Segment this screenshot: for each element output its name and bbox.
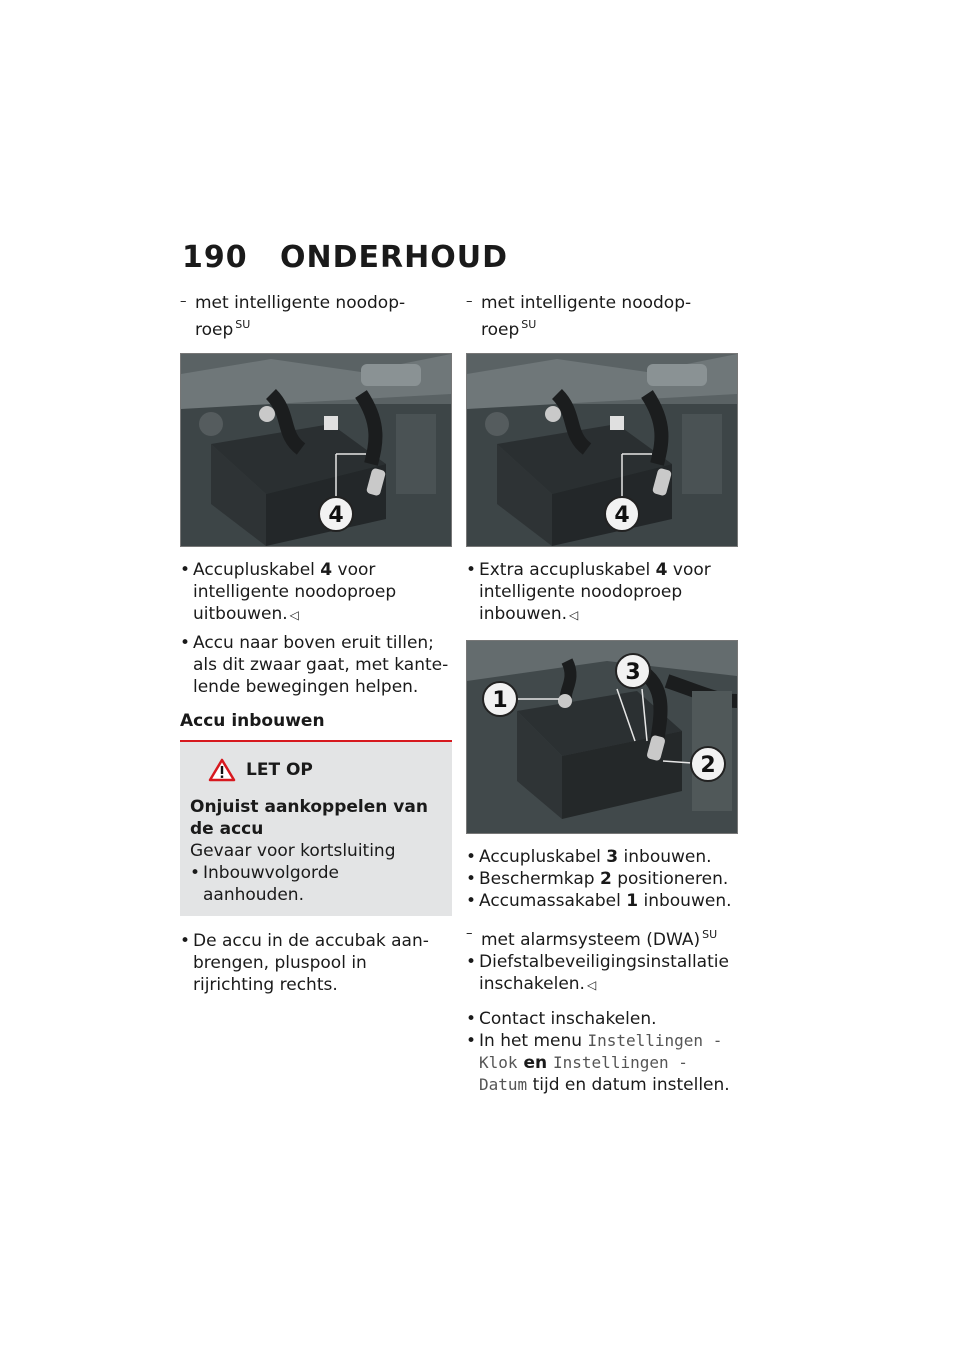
warning-triangle-icon [208,758,236,782]
bullet-ref-number: 2 [599,869,612,889]
bullet-text-b: voor intelligente noodoproep uitbouwen. [193,560,397,624]
bullet-ref-number: 4 [320,560,333,580]
bullet-text-a: Beschermkap [479,869,600,889]
bullet-text-b: en [517,1053,554,1073]
end-marker: ◁ [586,978,597,992]
page-title: ONDERHOUD [280,240,508,275]
bullet-lift-battery: • Accu naar boven eruit tillen; als dit zwaar gaat, met kante-lende bewegingen helpen. [180,633,449,697]
bullet-ignition-on: • Contact inschakelen. [466,1009,657,1029]
battery-photo-removal [180,353,452,547]
bullet-ref-number: 1 [626,891,639,911]
bullet-text-a: Accupluskabel [193,560,321,580]
bullet-text: Contact inschakelen. [479,1009,657,1029]
right-column [466,292,738,1102]
condition-text: met alarmsysteem (DWA) [481,930,701,950]
bullet-text-b: voor intelligente noodoproep inbouwen. [479,560,711,624]
bullet-text-a: Accumassakabel [479,891,627,911]
condition-text: met intelligente noodop-roep [195,293,406,340]
su-marker: SU [235,318,251,331]
bullet-position-cap: • Beschermkap 2 positioneren. [466,869,729,889]
dash-marker: – [466,294,473,309]
bullet-remove-cable: • Accupluskabel 4 voor intelligente noodoproep uitbouwen. ◁ [180,560,397,624]
bullet-text: De accu in de accubak aan-brengen, pluspool in rijrichting rechts. [193,931,429,995]
bullet-text-b: positioneren. [611,869,729,889]
su-marker: SU [702,928,718,941]
warning-bullet: • Inbouwvolgorde aanhouden. [190,863,339,905]
bullet-install-plus-cable: • Accupluskabel 3 inbouwen. [466,847,712,867]
end-marker: ◁ [569,608,579,622]
dash-marker: – [466,926,473,941]
bullet-text-b: inbouwen. [638,891,732,911]
left-column [180,292,452,1002]
bullet-enable-alarm: • Diefstalbeveiligingsinstallatie inschakelen. ◁ [466,952,729,994]
dash-marker: – [180,294,187,309]
bullet-install-ground-cable: • Accumassakabel 1 inbouwen. [466,891,732,911]
callout-2: 2 [700,753,716,778]
warning-subtitle: Gevaar voor kortsluiting [190,841,396,861]
condition-text: met intelligente noodop-roep [481,293,692,340]
condition-note-alarm [466,924,738,951]
menu-path-date: Instellingen - Datum [479,1053,688,1094]
condition-note [466,292,738,341]
callout-3: 3 [625,660,641,685]
bullet-set-time-date: • In het menu Instellingen - Klok en Instellingen - Datum tijd en datum instellen. [466,1031,730,1095]
section-title: Accu inbouwen [180,711,325,731]
page-number: 190 [182,240,248,275]
bullet-text-a: In het menu [479,1031,588,1051]
su-marker: SU [521,318,537,331]
bullet-text: Inbouwvolgorde aanhouden. [203,863,339,905]
callout-4: 4 [614,503,630,528]
warning-box [180,740,452,916]
bullet-text-b: inbouwen. [618,847,712,867]
battery-photo-install [466,353,738,547]
warning-label: LET OP [246,760,313,780]
bullet-text-a: Extra accupluskabel [479,560,656,580]
page-header [182,240,508,275]
bullet-text: Diefstalbeveiligingsinstallatie inschakelen. [479,952,729,994]
bullet-ref-number: 3 [606,847,619,867]
callout-4: 4 [328,503,344,528]
end-marker: ◁ [289,608,299,622]
warning-title: Onjuist aankoppelen van de accu [190,797,428,839]
warning-header [190,758,442,782]
bullet-insert-battery: • De accu in de accubak aan-brengen, pluspool in rijrichting rechts. [180,931,429,995]
bullet-ref-number: 4 [655,560,668,580]
callout-1: 1 [492,688,508,713]
bullet-text-a: Accupluskabel [479,847,607,867]
menu-path-clock: Instellingen - Klok [479,1031,723,1072]
battery-photo-terminals [466,640,738,834]
condition-note [180,292,452,341]
bullet-install-extra-cable: • Extra accupluskabel 4 voor intelligente noodoproep inbouwen. ◁ [466,560,711,624]
bullet-text: Accu naar boven eruit tillen; als dit zwaar gaat, met kante-lende bewegingen helpen. [193,633,449,697]
bullet-text-c: tijd en datum instellen. [527,1075,730,1095]
